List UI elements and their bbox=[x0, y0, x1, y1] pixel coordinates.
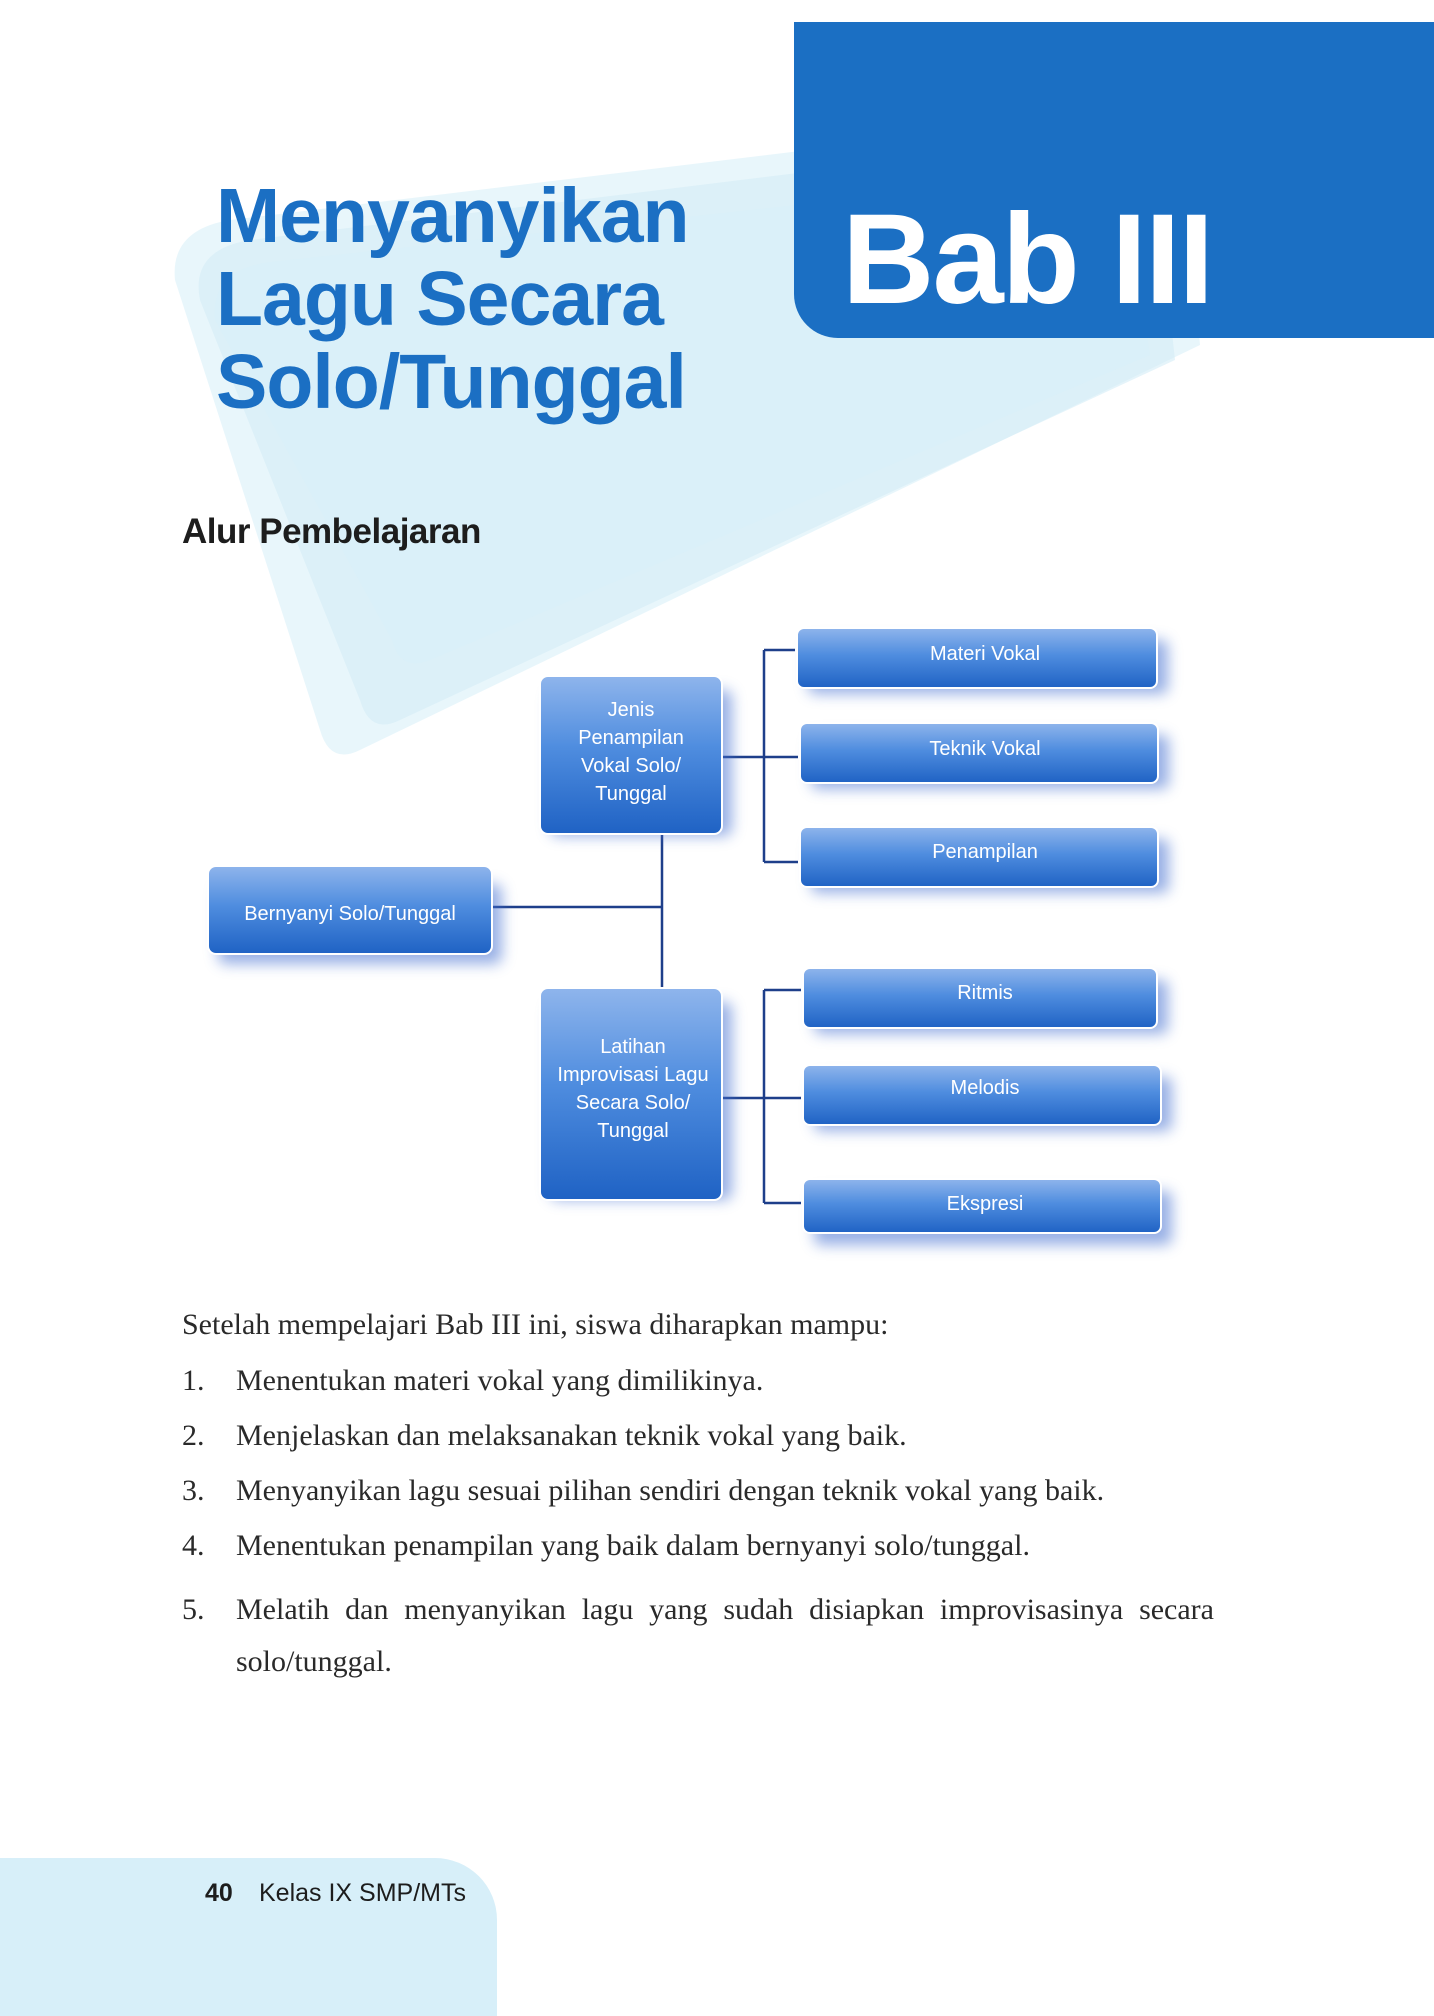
objective-item bbox=[182, 1472, 1214, 1510]
diagram-node-leaf bbox=[797, 628, 1168, 694]
node-label: Improvisasi Lagu bbox=[557, 1064, 709, 1086]
objective-number: 5. bbox=[182, 1593, 205, 1626]
node-label: Tunggal bbox=[595, 783, 667, 805]
chapter-title-line: Lagu Secara bbox=[216, 256, 663, 342]
node-label: Penampilan bbox=[932, 841, 1038, 863]
diagram-node-leaf bbox=[800, 723, 1169, 789]
node-label: Bernyanyi Solo/Tunggal bbox=[244, 903, 456, 925]
section-heading: Alur Pembelajaran bbox=[182, 512, 481, 551]
diagram-node-branch-2 bbox=[540, 988, 732, 1200]
objective-text: Melatih dan menyanyikan lagu yang sudah disiapkan improvisasinya secara solo/tunggal. bbox=[236, 1593, 1214, 1678]
node-label: Secara Solo/ bbox=[575, 1092, 691, 1114]
objective-number: 3. bbox=[182, 1474, 205, 1507]
node-label: Materi Vokal bbox=[929, 643, 1041, 665]
node-label: Melodis bbox=[950, 1077, 1020, 1099]
objectives-list bbox=[182, 1362, 1214, 1705]
chapter-label: Bab III bbox=[842, 188, 1213, 331]
objective-item bbox=[182, 1527, 1214, 1565]
diagram-node-leaf bbox=[803, 1065, 1172, 1131]
diagram-node-leaf bbox=[803, 1179, 1172, 1245]
node-label: Ritmis bbox=[957, 982, 1013, 1004]
node-label: Teknik Vokal bbox=[929, 738, 1041, 760]
node-label: Jenis bbox=[607, 699, 655, 721]
diagram-node-leaf bbox=[803, 968, 1168, 1034]
node-label: Latihan bbox=[600, 1036, 666, 1058]
objective-number: 1. bbox=[182, 1364, 205, 1397]
diagram-node-root bbox=[208, 866, 502, 964]
objective-item bbox=[182, 1584, 1214, 1688]
objective-text: Menyanyikan lagu sesuai pilihan sendiri dengan teknik vokal yang baik. bbox=[236, 1474, 1105, 1507]
objective-text: Menjelaskan dan melaksanakan teknik vokal yang baik. bbox=[236, 1419, 907, 1452]
node-label: Penampilan bbox=[578, 727, 684, 749]
objective-item bbox=[182, 1362, 1214, 1400]
node-label: Vokal Solo/ bbox=[580, 755, 682, 777]
chapter-title-line: Solo/Tunggal bbox=[216, 339, 686, 425]
objective-item bbox=[182, 1417, 1214, 1455]
node-label: Ekspresi bbox=[946, 1193, 1024, 1215]
objectives-intro: Setelah mempelajari Bab III ini, siswa diharapkan mampu: bbox=[182, 1308, 889, 1341]
page-number: 40 bbox=[205, 1879, 233, 1907]
objective-number: 4. bbox=[182, 1529, 205, 1562]
diagram-node-branch-1 bbox=[540, 676, 732, 836]
book-title: Kelas IX SMP/MTs bbox=[259, 1879, 466, 1907]
node-label: Tunggal bbox=[597, 1120, 669, 1142]
objective-text: Menentukan materi vokal yang dimilikinya. bbox=[236, 1364, 764, 1397]
objective-text: Menentukan penampilan yang baik dalam bernyanyi solo/tunggal. bbox=[236, 1529, 1030, 1562]
chapter-title-line: Menyanyikan bbox=[216, 173, 689, 259]
diagram-node-leaf bbox=[800, 827, 1169, 893]
objective-number: 2. bbox=[182, 1419, 205, 1452]
